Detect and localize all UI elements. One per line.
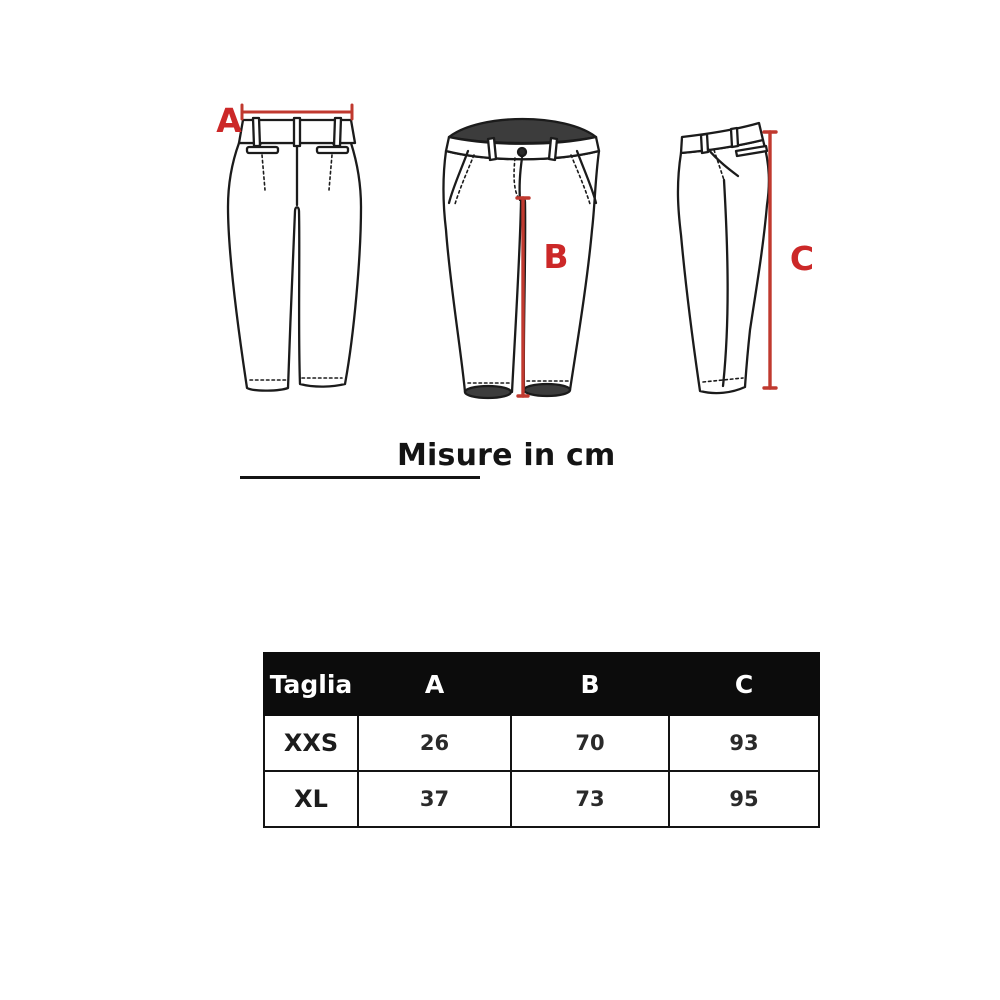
pants-back-silhouette — [228, 143, 361, 391]
measure-label-c: C — [789, 239, 815, 278]
measure-a-value: 37 — [358, 771, 511, 827]
size-value: XL — [264, 771, 358, 827]
header-b: B — [511, 653, 669, 715]
measure-c-value: 95 — [669, 771, 819, 827]
title-underline — [240, 476, 480, 479]
waist-button — [518, 148, 526, 156]
header-taglia: Taglia — [264, 653, 358, 715]
belt-loop — [549, 138, 557, 160]
table-row — [264, 715, 819, 771]
leg-opening-shadow — [465, 386, 511, 398]
measure-c-value: 93 — [669, 715, 819, 771]
belt-loop — [488, 138, 496, 160]
back-pocket — [317, 147, 348, 153]
measure-label-b: B — [543, 237, 569, 276]
pants-front-silhouette — [443, 151, 599, 392]
belt-loop — [294, 118, 300, 146]
pants-back-view-diagram — [195, 95, 370, 415]
pants-side-view-diagram — [660, 110, 820, 410]
belt-loop — [701, 134, 708, 153]
waist-inner-shadow — [449, 119, 596, 143]
back-pocket — [247, 147, 278, 153]
belt-loop — [731, 128, 738, 147]
pants-front-view-diagram — [435, 105, 610, 410]
belt-loop — [253, 118, 260, 146]
measure-label-a: A — [216, 101, 242, 140]
size-table — [263, 652, 820, 828]
header-a: A — [358, 653, 511, 715]
measure-a-value: 26 — [358, 715, 511, 771]
table-row — [264, 771, 819, 827]
measure-b-value: 70 — [511, 715, 669, 771]
size-value: XXS — [264, 715, 358, 771]
belt-loop — [334, 118, 341, 146]
size-table-header-row — [264, 653, 819, 715]
page-title: Misure in cm — [397, 438, 616, 473]
leg-opening-shadow — [524, 384, 570, 396]
measure-b-value: 73 — [511, 771, 669, 827]
header-c: C — [669, 653, 819, 715]
